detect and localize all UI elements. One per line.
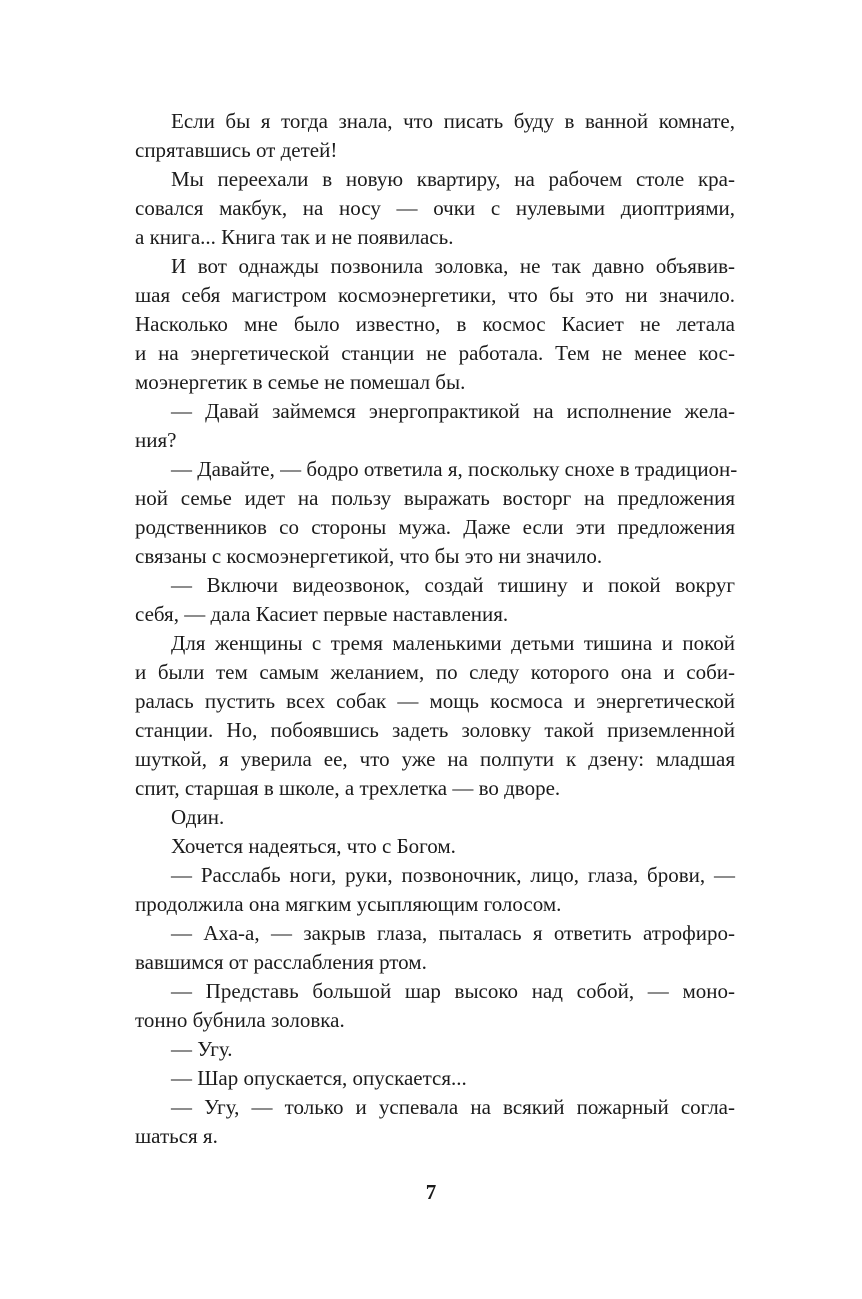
page-number: 7 [425, 1180, 437, 1204]
text-line: Для женщины с тремя маленькими детьми тишина и покой [171, 631, 735, 655]
text-line: — Угу. [171, 1037, 233, 1061]
text-line: ной семье идет на пользу выражать восторг на предложения [135, 486, 735, 510]
text-line: тонно бубнила золовка. [135, 1008, 345, 1032]
text-line: станции. Но, побоявшись задеть золовку такой приземленной [135, 718, 735, 742]
text-line: — Включи видеозвонок, создай тишину и покой вокруг [171, 573, 735, 597]
text-line: себя, — дала Касиет первые наставления. [135, 602, 509, 626]
text-line: родственников со стороны мужа. Даже если эти предложения [135, 515, 735, 539]
text-line: шуткой, я уверила ее, что уже на полпути к дзену: младшая [135, 747, 735, 771]
text-line: — Расслабь ноги, руки, позвоночник, лицо, глаза, брови, — [171, 863, 735, 887]
text-line: И вот однажды позвонила золовка, не так давно объявив- [171, 254, 735, 278]
text-line: шая себя магистром космоэнергетики, что бы это ни значило. [135, 283, 735, 307]
text-line: Один. [171, 805, 225, 829]
text-line: продолжила она мягким усыпляющим голосом. [135, 892, 562, 916]
text-line: связаны с космоэнергетикой, что бы это ни значило. [135, 544, 603, 568]
text-line: моэнергетик в семье не помешал бы. [135, 370, 466, 394]
text-line: спрятавшись от детей! [135, 138, 338, 162]
page-text [135, 107, 738, 1151]
text-line: вавшимся от расслабления ртом. [135, 950, 427, 974]
text-line: ния? [135, 428, 177, 452]
text-line: — Давай займемся энергопрактикой на исполнение жела- [171, 399, 735, 423]
text-line: — Давайте, — бодро ответила я, поскольку снохе в традицион- [171, 457, 738, 481]
text-line: — Аха-а, — закрыв глаза, пыталась я ответить атрофиро- [171, 921, 735, 945]
text-line: Насколько мне было известно, в космос Касиет не летала [135, 312, 735, 336]
text-line: — Угу, — только и успевала на всякий пожарный согла- [171, 1095, 735, 1119]
text-line: Хочется надеяться, что с Богом. [171, 834, 456, 858]
text-line: и были тем самым желанием, по следу которого она и соби- [135, 660, 735, 684]
text-line: Мы переехали в новую квартиру, на рабочем столе кра- [171, 167, 735, 191]
text-line: шаться я. [135, 1124, 218, 1148]
text-line: ралась пустить всех собак — мощь космоса и энергетической [135, 689, 735, 713]
text-line: а книга... Книга так и не появилась. [135, 225, 454, 249]
text-line: совался макбук, на носу — очки с нулевыми диоптриями, [135, 196, 735, 220]
text-line: спит, старшая в школе, а трехлетка — во дворе. [135, 776, 561, 800]
text-line: — Шар опускается, опускается... [171, 1066, 467, 1090]
text-line: — Представь большой шар высоко над собой, — моно- [171, 979, 735, 1003]
text-line: Если бы я тогда знала, что писать буду в ванной комнате, [171, 109, 735, 133]
text-line: и на энергетической станции не работала. Тем не менее кос- [135, 341, 735, 365]
